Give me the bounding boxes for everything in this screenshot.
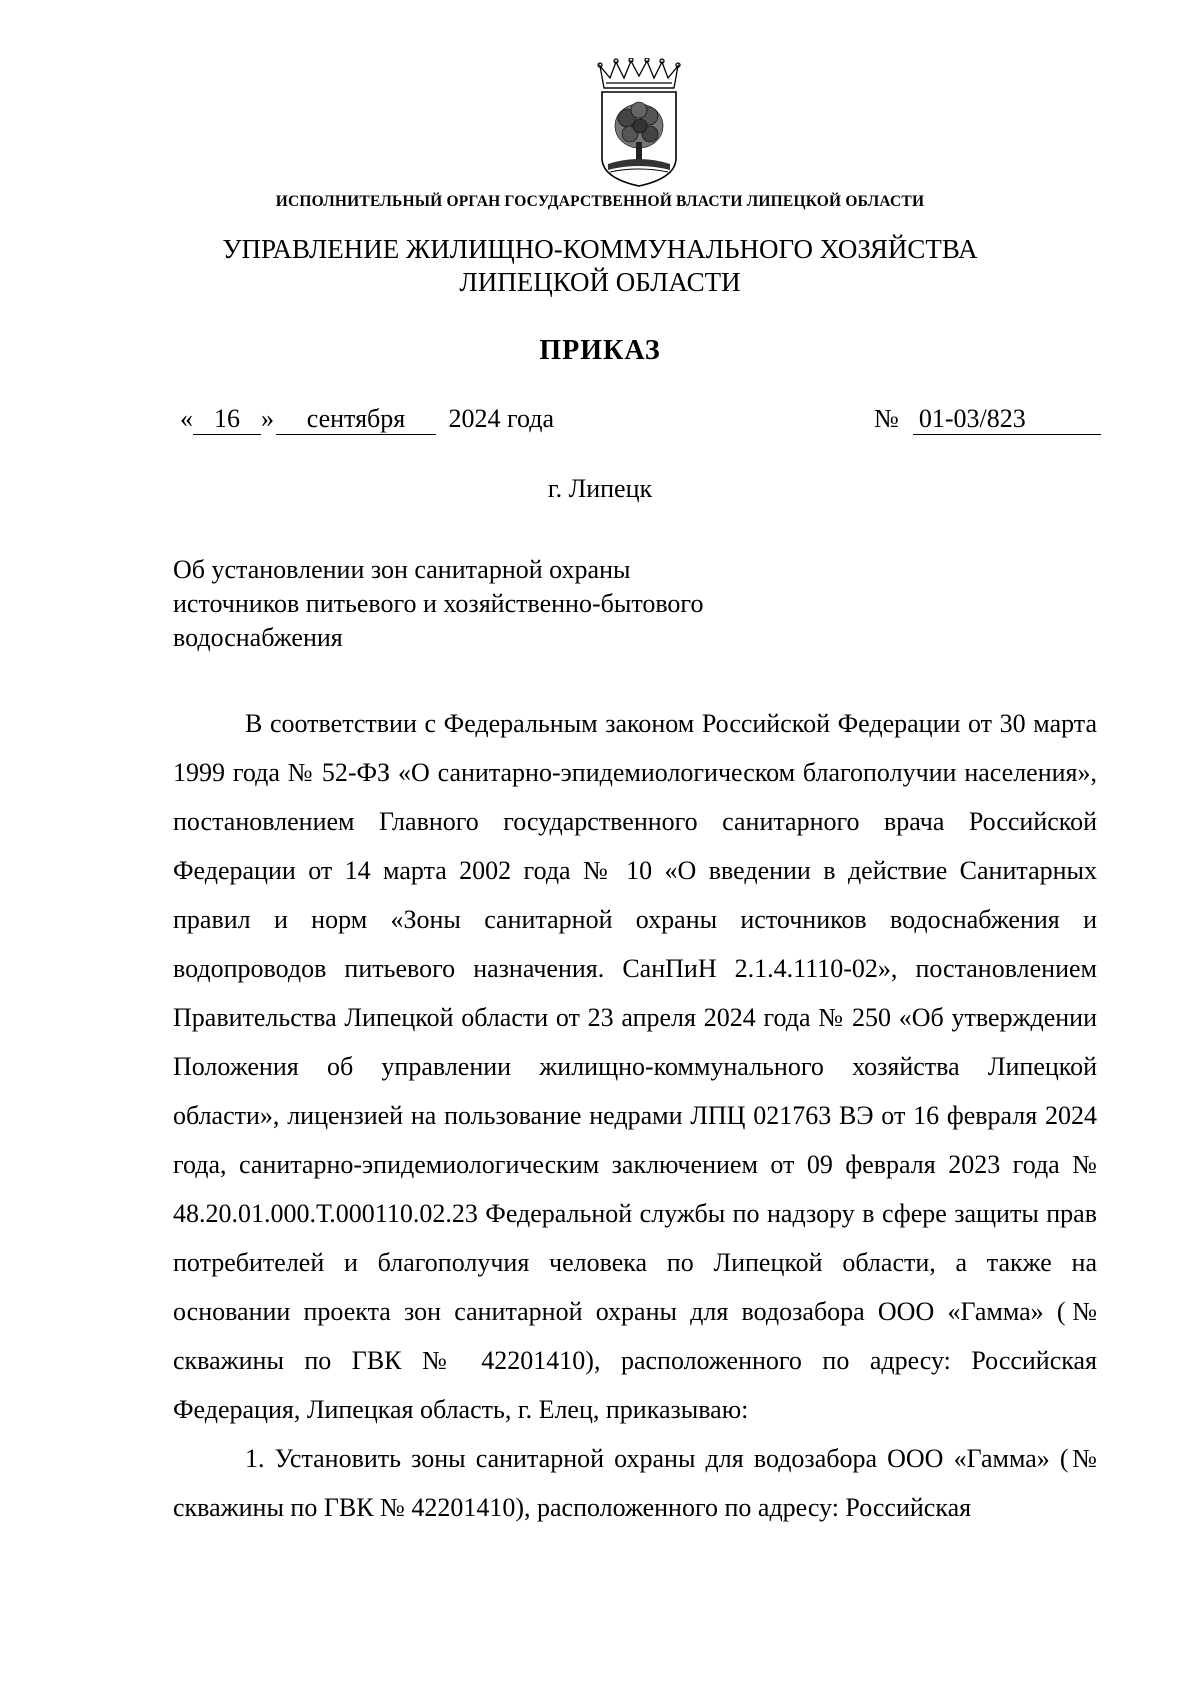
document-date	[180, 404, 554, 435]
document-number	[874, 404, 1101, 435]
body-paragraph-item-1: 1. Установить зоны санитарной охраны для водозабора ООО «Гамма» (№ скважины по ГВК № 42201410), расположенного по адресу: Российская	[173, 1444, 1097, 1522]
date-month: сентября	[276, 404, 436, 435]
coat-of-arms-emblem	[594, 58, 684, 188]
date-quote-open: «	[180, 404, 193, 433]
document-subject	[173, 553, 813, 655]
date-quote-close: »	[261, 404, 274, 433]
issuer-name: ИСПОЛНИТЕЛЬНЫЙ ОРГАН ГОСУДАРСТВЕННОЙ ВЛАСТИ ЛИПЕЦКОЙ ОБЛАСТИ	[275, 193, 925, 210]
document-city: г. Липецк	[547, 474, 653, 503]
number-sign: №	[874, 404, 899, 433]
date-day: 16	[193, 404, 261, 435]
body-paragraph-preamble: В соответствии с Федеральным законом Российской Федерации от 30 марта 1999 года № 52-ФЗ «О санитарно-эпидемиологическом благополучии населения», постановлением Главного государственного санитарного врача Российской Федерации от 14 марта 2002 года № 10 «О введении в действие Санитарных правил и норм «Зоны санитарной охраны источников водоснабжения и водопроводов питьевого назначения. СанПиН 2.1.4.1110-02», постановлением Правительства Липецкой области от 23 апреля 2024 года № 250 «Об утверждении Положения об управлении жилищно-коммунального хозяйства Липецкой области», лицензией на пользование недрами ЛПЦ 021763 ВЭ от 16 февраля 2024 года, санитарно-эпидемиологическим заключением от 09 февраля 2023 года № 48.20.01.000.Т.000110.02.23 Федеральной службы по надзору в сфере защиты прав потребителей и благополучия человека по Липецкой области, а также на основании проекта зон санитарной охраны для водозабора ООО «Гамма» (№ скважины по ГВК № 42201410), расположенного по адресу: Российская Федерация, Липецкая область, г. Елец, приказываю:	[173, 709, 1097, 1424]
date-year: 2024 года	[448, 404, 555, 433]
subject-line-3: водоснабжения	[173, 623, 343, 652]
number-value: 01-03/823	[913, 404, 1101, 435]
department-name	[0, 233, 1200, 299]
subject-line-1: Об установлении зон санитарной охраны	[173, 555, 631, 584]
department-line-1: УПРАВЛЕНИЕ ЖИЛИЩНО-КОММУНАЛЬНОГО ХОЗЯЙСТВА	[222, 234, 978, 264]
document-body	[173, 699, 1097, 1532]
department-line-2: ЛИПЕЦКОЙ ОБЛАСТИ	[459, 267, 741, 297]
document-type: ПРИКАЗ	[539, 335, 661, 366]
subject-line-2: источников питьевого и хозяйственно-бытового	[173, 589, 704, 618]
